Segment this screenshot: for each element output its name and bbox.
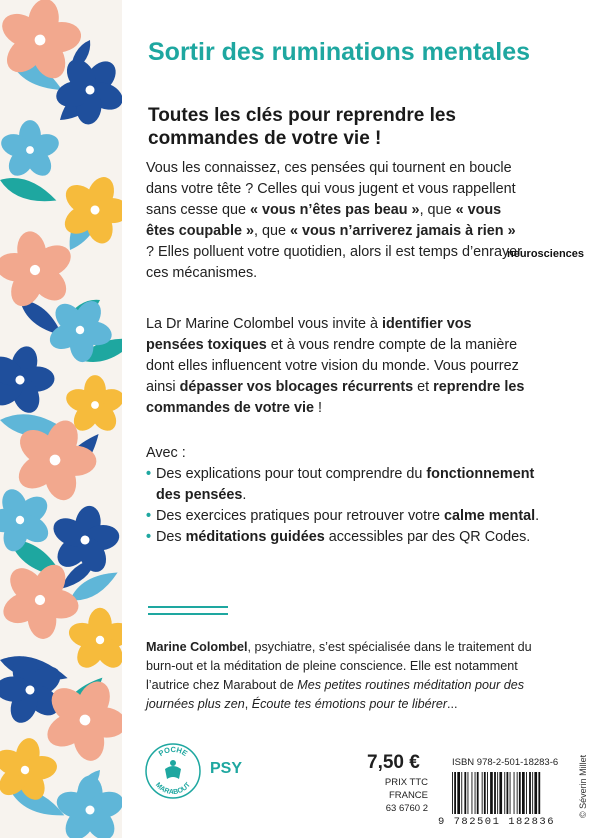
marabout-logo-icon [145,743,201,799]
barcode-icon [450,772,570,814]
illustration-credit: © Séverin Millet [578,754,588,818]
author-bio: Marine Colombel, psychiatre, s’est spécialisée dans le traitement du burn-out et la méditation de pleine conscience. Elle est notamment l’autrice chez Marabout de Mes petites routines méditation pour des journées plus zen, Écoute tes émotions pour te libérer... [146,640,532,711]
features-heading: Avec : [146,445,186,461]
features-list [146,464,546,548]
price: 7,50 € [367,752,420,773]
barcode-number: 9 782501 182836 [438,816,556,828]
price-details: PRIX TTC FRANCE 63 6760 2 [384,777,428,814]
list-item: • Des explications pour tout comprendre du fonctionnement des pensées. [146,466,535,503]
list-item: • Des exercices pratiques pour retrouver votre calme mental. [146,506,546,527]
svg-text:MARABOUT: MARABOUT [153,781,193,797]
list-item: • Des méditations guidées accessibles par des QR Codes. [146,527,546,548]
floral-illustration [0,0,122,838]
intro-paragraph: Vous les connaissez, ces pensées qui tournent en boucle dans votre tête ? Celles qui vous jugent et vous rappellent sans cesse que « vous n’êtes pas beau », que « vous êtes coupable », que « vous n’arriverez jamais à rien » ? Elles polluent votre quotidien, alors il est temps d’enrayer ces mécanismes. [146,160,522,281]
description-paragraph: La Dr Marine Colombel vous invite à identifier vos pensées toxiques et à vous rendre compte de la manière dont elles influencent votre vision du monde. Vous pourrez ainsi dépasser vos blocages récurrents et reprendre les commandes de votre vie ! [146,316,525,416]
bullet-icon: • [146,529,152,545]
separator-line [148,613,228,615]
separator-line [148,606,228,608]
book-title: Sortir des ruminations mentales [148,38,531,66]
category-tag: neurosciences [507,248,585,260]
bullet-icon: • [146,508,152,524]
isbn: ISBN 978-2-501-18283-6 [452,757,559,768]
bullet-icon: • [146,466,152,482]
collection-label: PSY [210,760,243,777]
svg-text:POCHE: POCHE [156,744,190,759]
book-subtitle: Toutes les clés pour reprendre les commandes de votre vie ! [148,105,456,149]
